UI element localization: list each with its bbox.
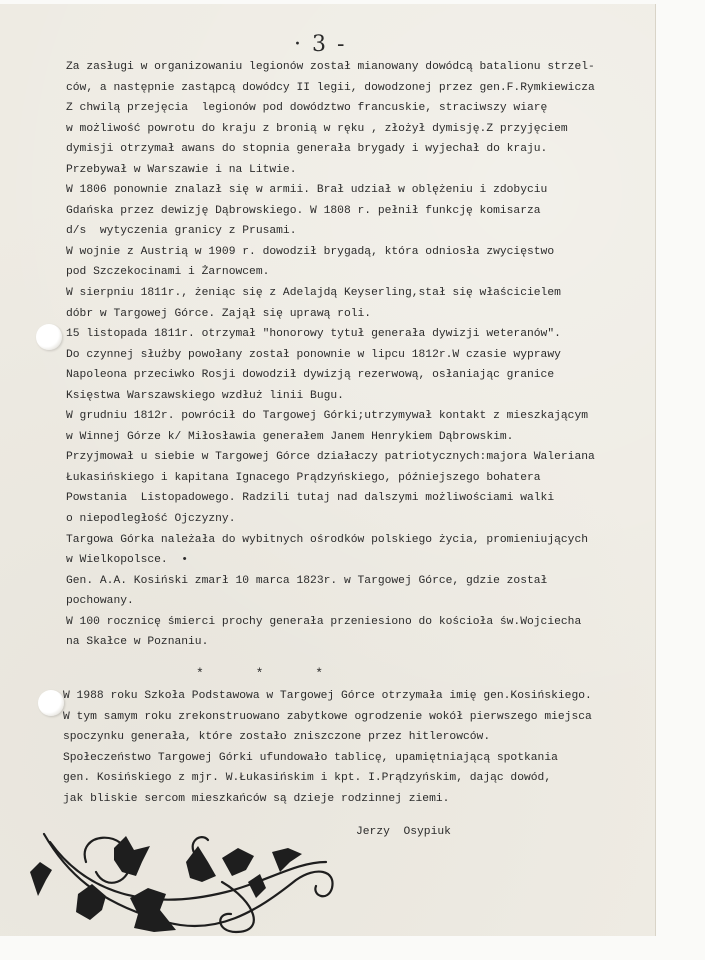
text-line: Łukasińskiego i kapitana Ignacego Prądzyńskiego, późniejszego bohatera <box>66 471 541 484</box>
text-line: Napoleona przeciwko Rosji dowodził dywizją rezerwową, osłaniając granice <box>66 369 555 382</box>
punch-hole <box>38 690 64 716</box>
text-line: pochowany. <box>66 595 134 608</box>
text-line: o niepodległość Ojczyzny. <box>66 513 236 526</box>
text-line: Gen. A.A. Kosiński zmarł 10 marca 1823r. w Targowej Górce, gdzie został <box>66 574 548 587</box>
text-line: ców, a następnie zastąpcą dowódcy II legii, dowodzonej przez gen.F.Rymkiewicza <box>66 81 595 94</box>
text-line: na Skałce w Poznaniu. <box>66 636 209 649</box>
ivy-leaf <box>30 862 52 896</box>
text-line: W grudniu 1812r. powrócił do Targowej Górki;utrzymywał kontakt z mieszkającym <box>66 410 589 423</box>
text-line: gen. Kosińskiego z mjr. W.Łukasińskim i kpt. I.Prądzyńskim, dając dowód, <box>63 772 552 785</box>
text-line: Przyjmował u siebie w Targowej Górce działaczy patriotycznych:majora Waleriana <box>66 451 595 464</box>
text-line: W 100 rocznicę śmierci prochy generała przeniesiono do kościoła św.Wojciecha <box>66 615 582 628</box>
text-line: W 1806 ponownie znalazł się w armii. Brał udział w oblężeniu i zdobyciu <box>66 184 548 197</box>
punch-hole <box>36 324 62 350</box>
text-line: 15 listopada 1811r. otrzymał "honorowy tytuł generała dywizji weteranów". <box>66 328 561 341</box>
text-line: w Wielkopolsce. • <box>66 554 189 567</box>
text-line: pod Szczekocinami i Żarnowcem. <box>66 266 270 279</box>
page-number: · 3 - <box>294 32 347 57</box>
article-body-continued <box>63 686 643 809</box>
text-line: Targowa Górka należała do wybitnych ośrodków polskiego życia, promieniujących <box>66 533 589 546</box>
ivy-leaf <box>222 848 254 876</box>
ivy-leaf <box>186 846 216 882</box>
text-line: w możliwość powrotu do kraju z bronią w ręku , złożył dymisję.Z przyjęciem <box>66 122 568 135</box>
text-line: Przebywał w Warszawie i na Litwie. <box>66 163 297 176</box>
text-line: w Winnej Górze k/ Miłosławia generałem Janem Henrykiem Dąbrowskim. <box>66 430 514 443</box>
document-page <box>0 4 656 936</box>
text-line: d/s wytyczenia granicy z Prusami. <box>66 225 297 238</box>
ivy-vine-icon <box>26 832 346 944</box>
text-line: W sierpniu 1811r., żeniąc się z Adelajdą Keyserling,stał się właścicielem <box>66 287 561 300</box>
text-line: W tym samym roku zrekonstruowano zabytkowe ogrodzenie wokół pierwszego miejsca <box>63 710 592 723</box>
section-separator: * * * <box>196 666 324 681</box>
ivy-leaf <box>76 884 106 920</box>
text-line: Powstania Listopadowego. Radzili tutaj nad dalszymi możliwościami walki <box>66 492 555 505</box>
text-line: Z chwilą przejęcia legionów pod dowództwo francuskie, straciwszy wiarę <box>66 102 548 115</box>
ivy-leaf <box>130 888 176 932</box>
ivy-leaf <box>272 848 302 872</box>
text-line: dóbr w Targowej Górce. Zajął się uprawą roli. <box>66 307 372 320</box>
text-line: jak bliskie sercom mieszkańców są dzieje rodzinnej ziemi. <box>63 792 450 805</box>
text-line: Do czynnej służby powołany został ponownie w lipcu 1812r.W czasie wyprawy <box>66 348 561 361</box>
ivy-leaf <box>248 874 266 898</box>
author-signature: Jerzy Osypiuk <box>356 826 451 838</box>
text-line: W wojnie z Austrią w 1909 r. dowodził brygadą, która odniosła zwycięstwo <box>66 245 555 258</box>
text-line: Społeczeństwo Targowej Górki ufundowało tablicę, upamiętniającą spotkania <box>63 751 558 764</box>
text-line: Gdańska przez dewizję Dąbrowskiego. W 1808 r. pełnił funkcję komisarza <box>66 204 541 217</box>
text-line: W 1988 roku Szkoła Podstawowa w Targowej Górce otrzymała imię gen.Kosińskiego. <box>63 690 592 702</box>
article-body <box>66 57 646 653</box>
text-line: spoczynku generała, które zostało zniszczone przez hitlerowców. <box>63 731 491 744</box>
text-line: dymisji otrzymał awans do stopnia generała brygady i wyjechał do kraju. <box>66 143 548 156</box>
text-line: Księstwa Warszawskiego wzdłuż linii Bugu. <box>66 389 344 402</box>
text-line: Za zasługi w organizowaniu legionów został mianowany dowódcą batalionu strzel- <box>66 61 595 73</box>
